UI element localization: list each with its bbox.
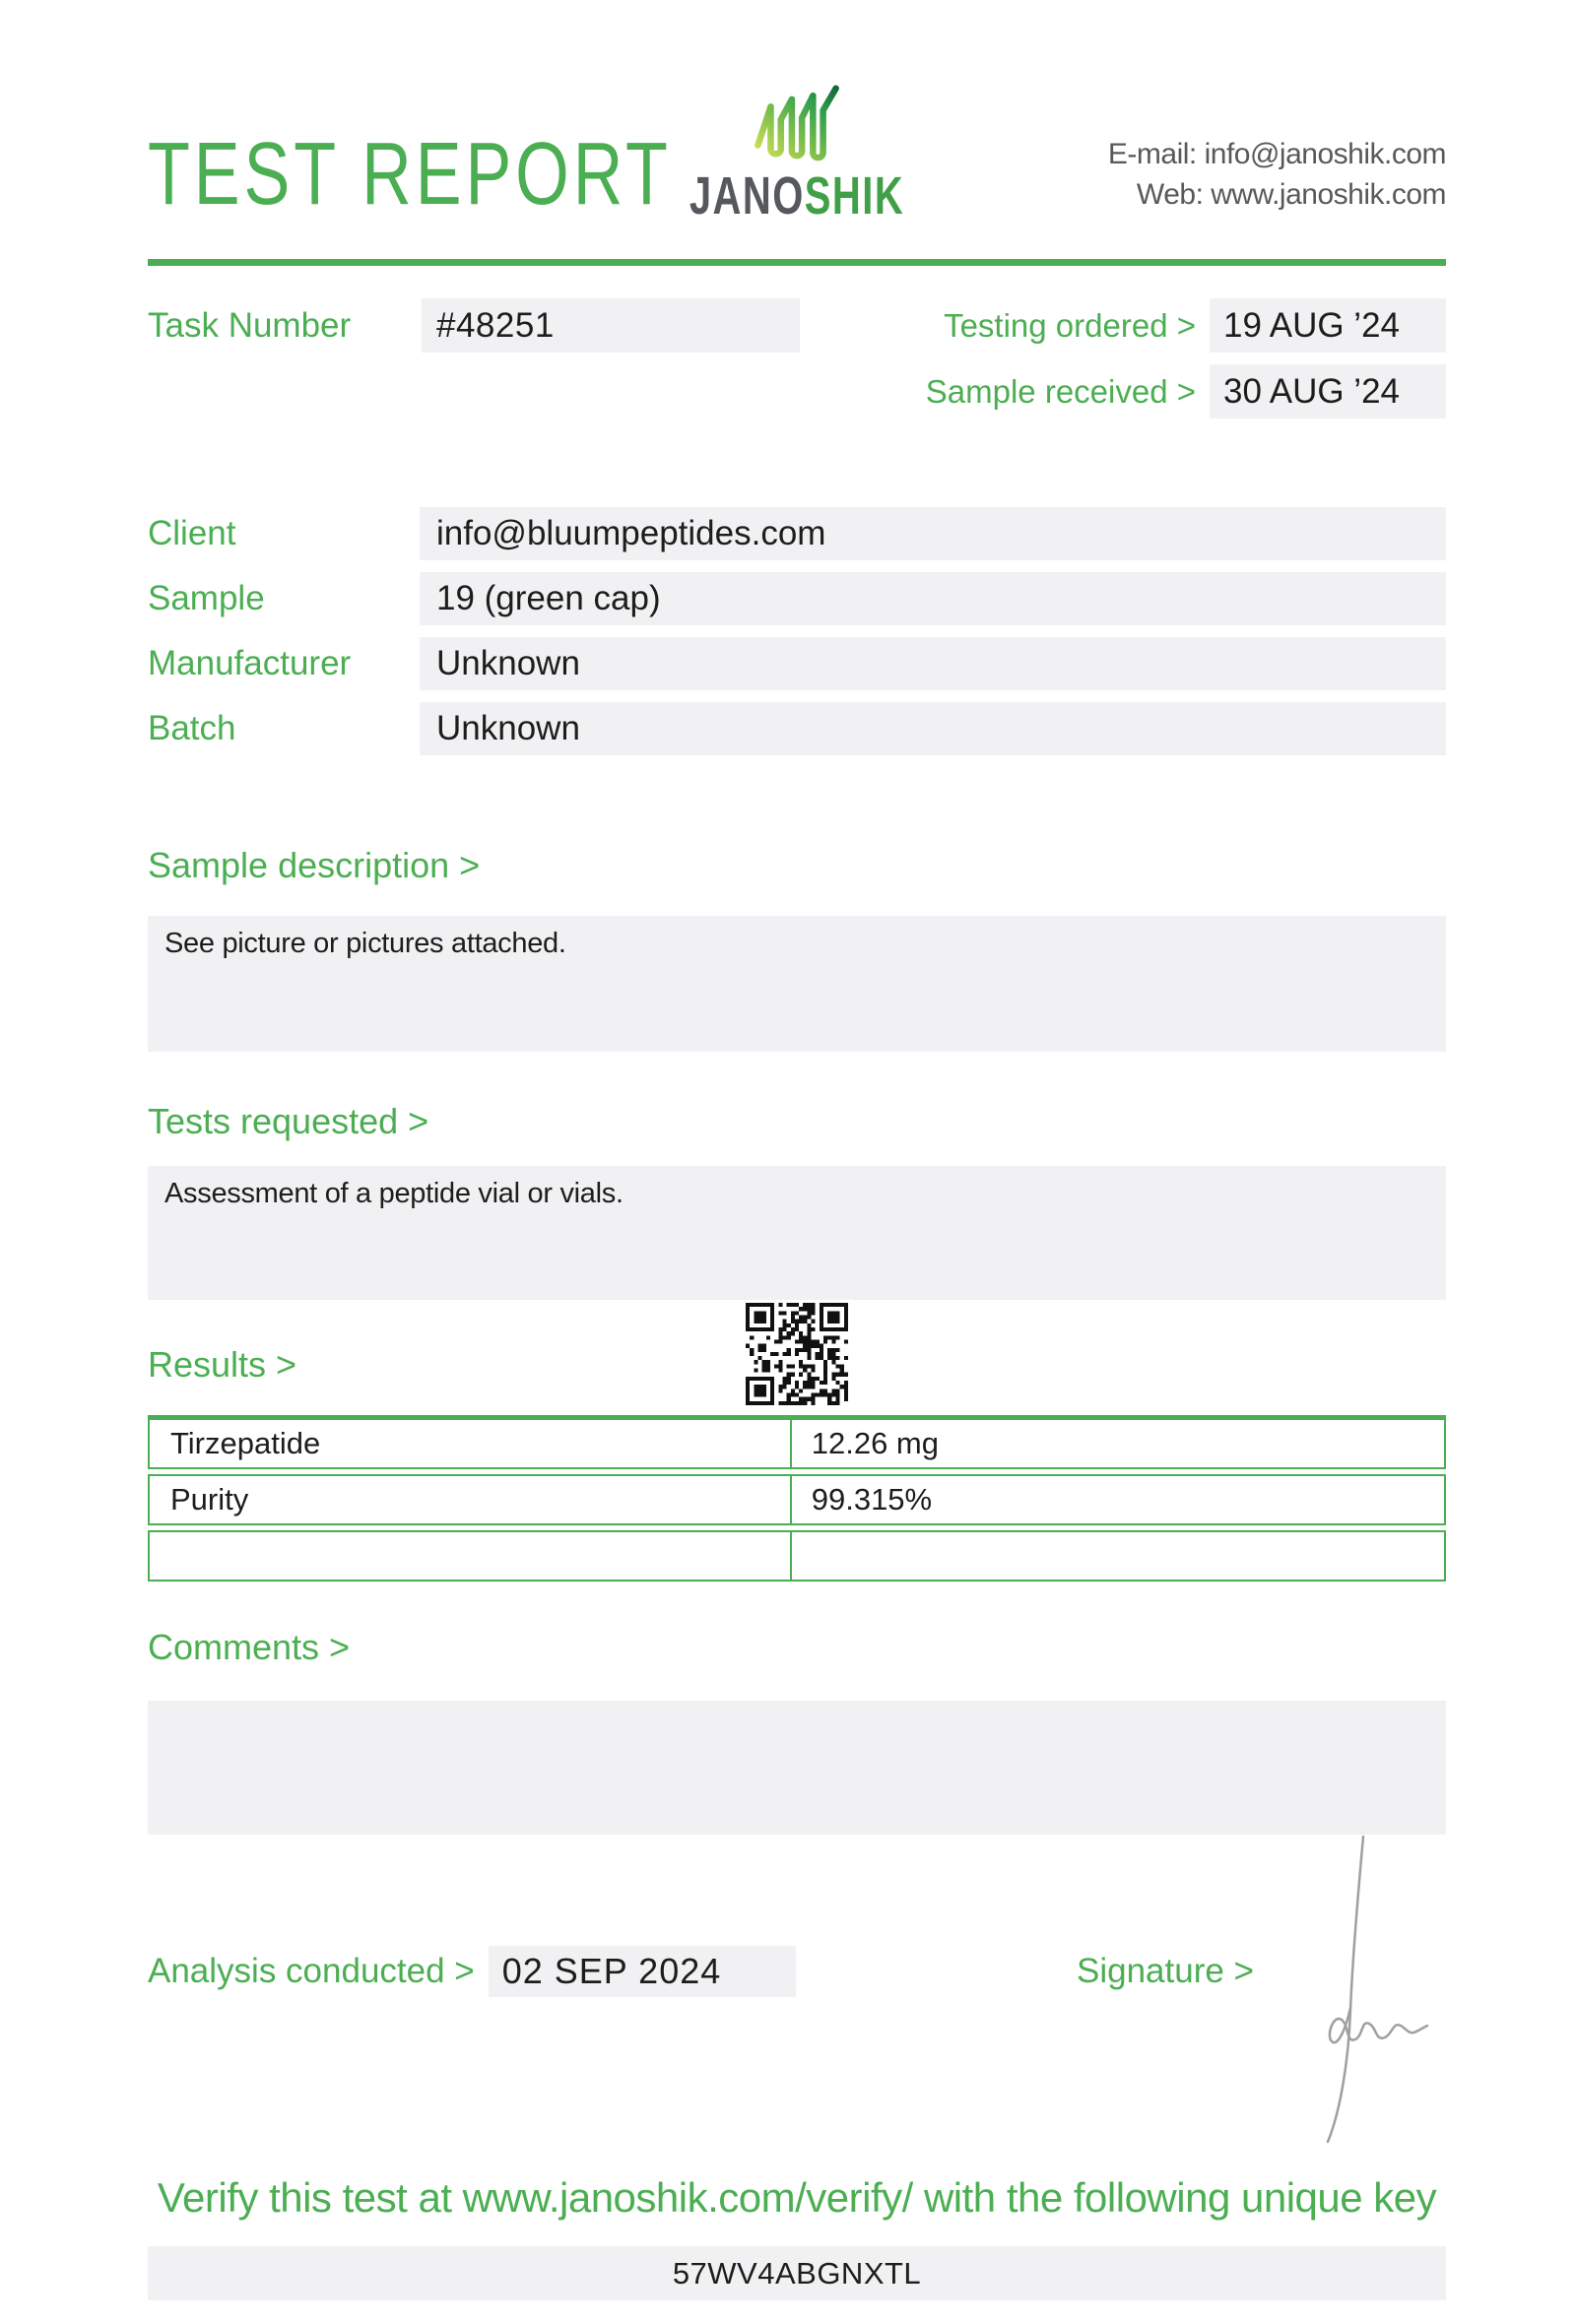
bar-chart-icon bbox=[750, 85, 844, 165]
sample-received-label: Sample received > bbox=[925, 372, 1196, 410]
info-row-sample bbox=[148, 572, 1446, 625]
result-value bbox=[792, 1532, 1444, 1580]
verify-instruction: Verify this test at www.janoshik.com/verify/ with the following unique key bbox=[157, 2174, 1437, 2221]
sample-description-heading: Sample description > bbox=[148, 845, 481, 885]
client-value: info@bluumpeptides.com bbox=[420, 507, 1446, 560]
qr-code-icon bbox=[746, 1303, 848, 1405]
result-name bbox=[150, 1532, 792, 1580]
signature-label: Signature > bbox=[1077, 1952, 1254, 1990]
comments-box bbox=[148, 1701, 1446, 1835]
comments-heading: Comments > bbox=[148, 1627, 351, 1667]
contact-web: Web: www.janoshik.com bbox=[1136, 178, 1446, 211]
page-title: TEST REPORT bbox=[148, 125, 672, 224]
manufacturer-value: Unknown bbox=[420, 637, 1446, 690]
brand-name-left: JANO bbox=[689, 166, 805, 226]
table-row bbox=[148, 1415, 1446, 1469]
tests-requested-box: Assessment of a peptide vial or vials. bbox=[148, 1166, 1446, 1300]
brand-name bbox=[689, 166, 905, 226]
analysis-signature-row bbox=[148, 1946, 1446, 1997]
contact-info bbox=[1108, 134, 1446, 215]
handwritten-signature-image bbox=[1269, 1833, 1436, 2148]
result-value: 12.26 mg bbox=[811, 1426, 939, 1460]
tests-requested-heading: Tests requested > bbox=[148, 1101, 429, 1141]
batch-value: Unknown bbox=[420, 702, 1446, 755]
manufacturer-label: Manufacturer bbox=[148, 644, 352, 682]
brand-logo bbox=[651, 85, 942, 226]
batch-label: Batch bbox=[148, 709, 236, 747]
header-divider bbox=[148, 259, 1446, 266]
task-section bbox=[148, 298, 1446, 419]
results-section bbox=[148, 1300, 1446, 1582]
results-heading: Results > bbox=[148, 1344, 297, 1385]
result-name: Tirzepatide bbox=[150, 1420, 792, 1467]
sample-value: 19 (green cap) bbox=[420, 572, 1446, 625]
result-name: Purity bbox=[150, 1476, 792, 1523]
sample-label: Sample bbox=[148, 579, 265, 617]
info-row-client bbox=[148, 507, 1446, 560]
verify-key: 57WV4ABGNXTL bbox=[148, 2246, 1446, 2300]
report-header bbox=[148, 79, 1446, 226]
analysis-conducted-label: Analysis conducted > bbox=[148, 1952, 475, 1990]
sample-description-box: See picture or pictures attached. bbox=[148, 916, 1446, 1052]
info-row-manufacturer bbox=[148, 637, 1446, 690]
testing-ordered-value: 19 AUG ’24 bbox=[1210, 298, 1446, 353]
task-number-value: #48251 bbox=[422, 298, 800, 353]
brand-name-right: SHIK bbox=[804, 166, 905, 226]
contact-email: E-mail: info@janoshik.com bbox=[1107, 138, 1446, 170]
client-info-section bbox=[148, 507, 1446, 755]
table-row bbox=[148, 1474, 1446, 1525]
result-value: 99.315% bbox=[811, 1482, 933, 1517]
client-label: Client bbox=[148, 514, 236, 552]
analysis-date-value: 02 SEP 2024 bbox=[489, 1946, 796, 1997]
info-row-batch bbox=[148, 702, 1446, 755]
table-row bbox=[148, 1530, 1446, 1582]
sample-received-value: 30 AUG ’24 bbox=[1210, 364, 1446, 419]
results-table bbox=[148, 1415, 1446, 1582]
testing-ordered-label: Testing ordered > bbox=[944, 306, 1196, 344]
task-number-label: Task Number bbox=[148, 305, 352, 345]
